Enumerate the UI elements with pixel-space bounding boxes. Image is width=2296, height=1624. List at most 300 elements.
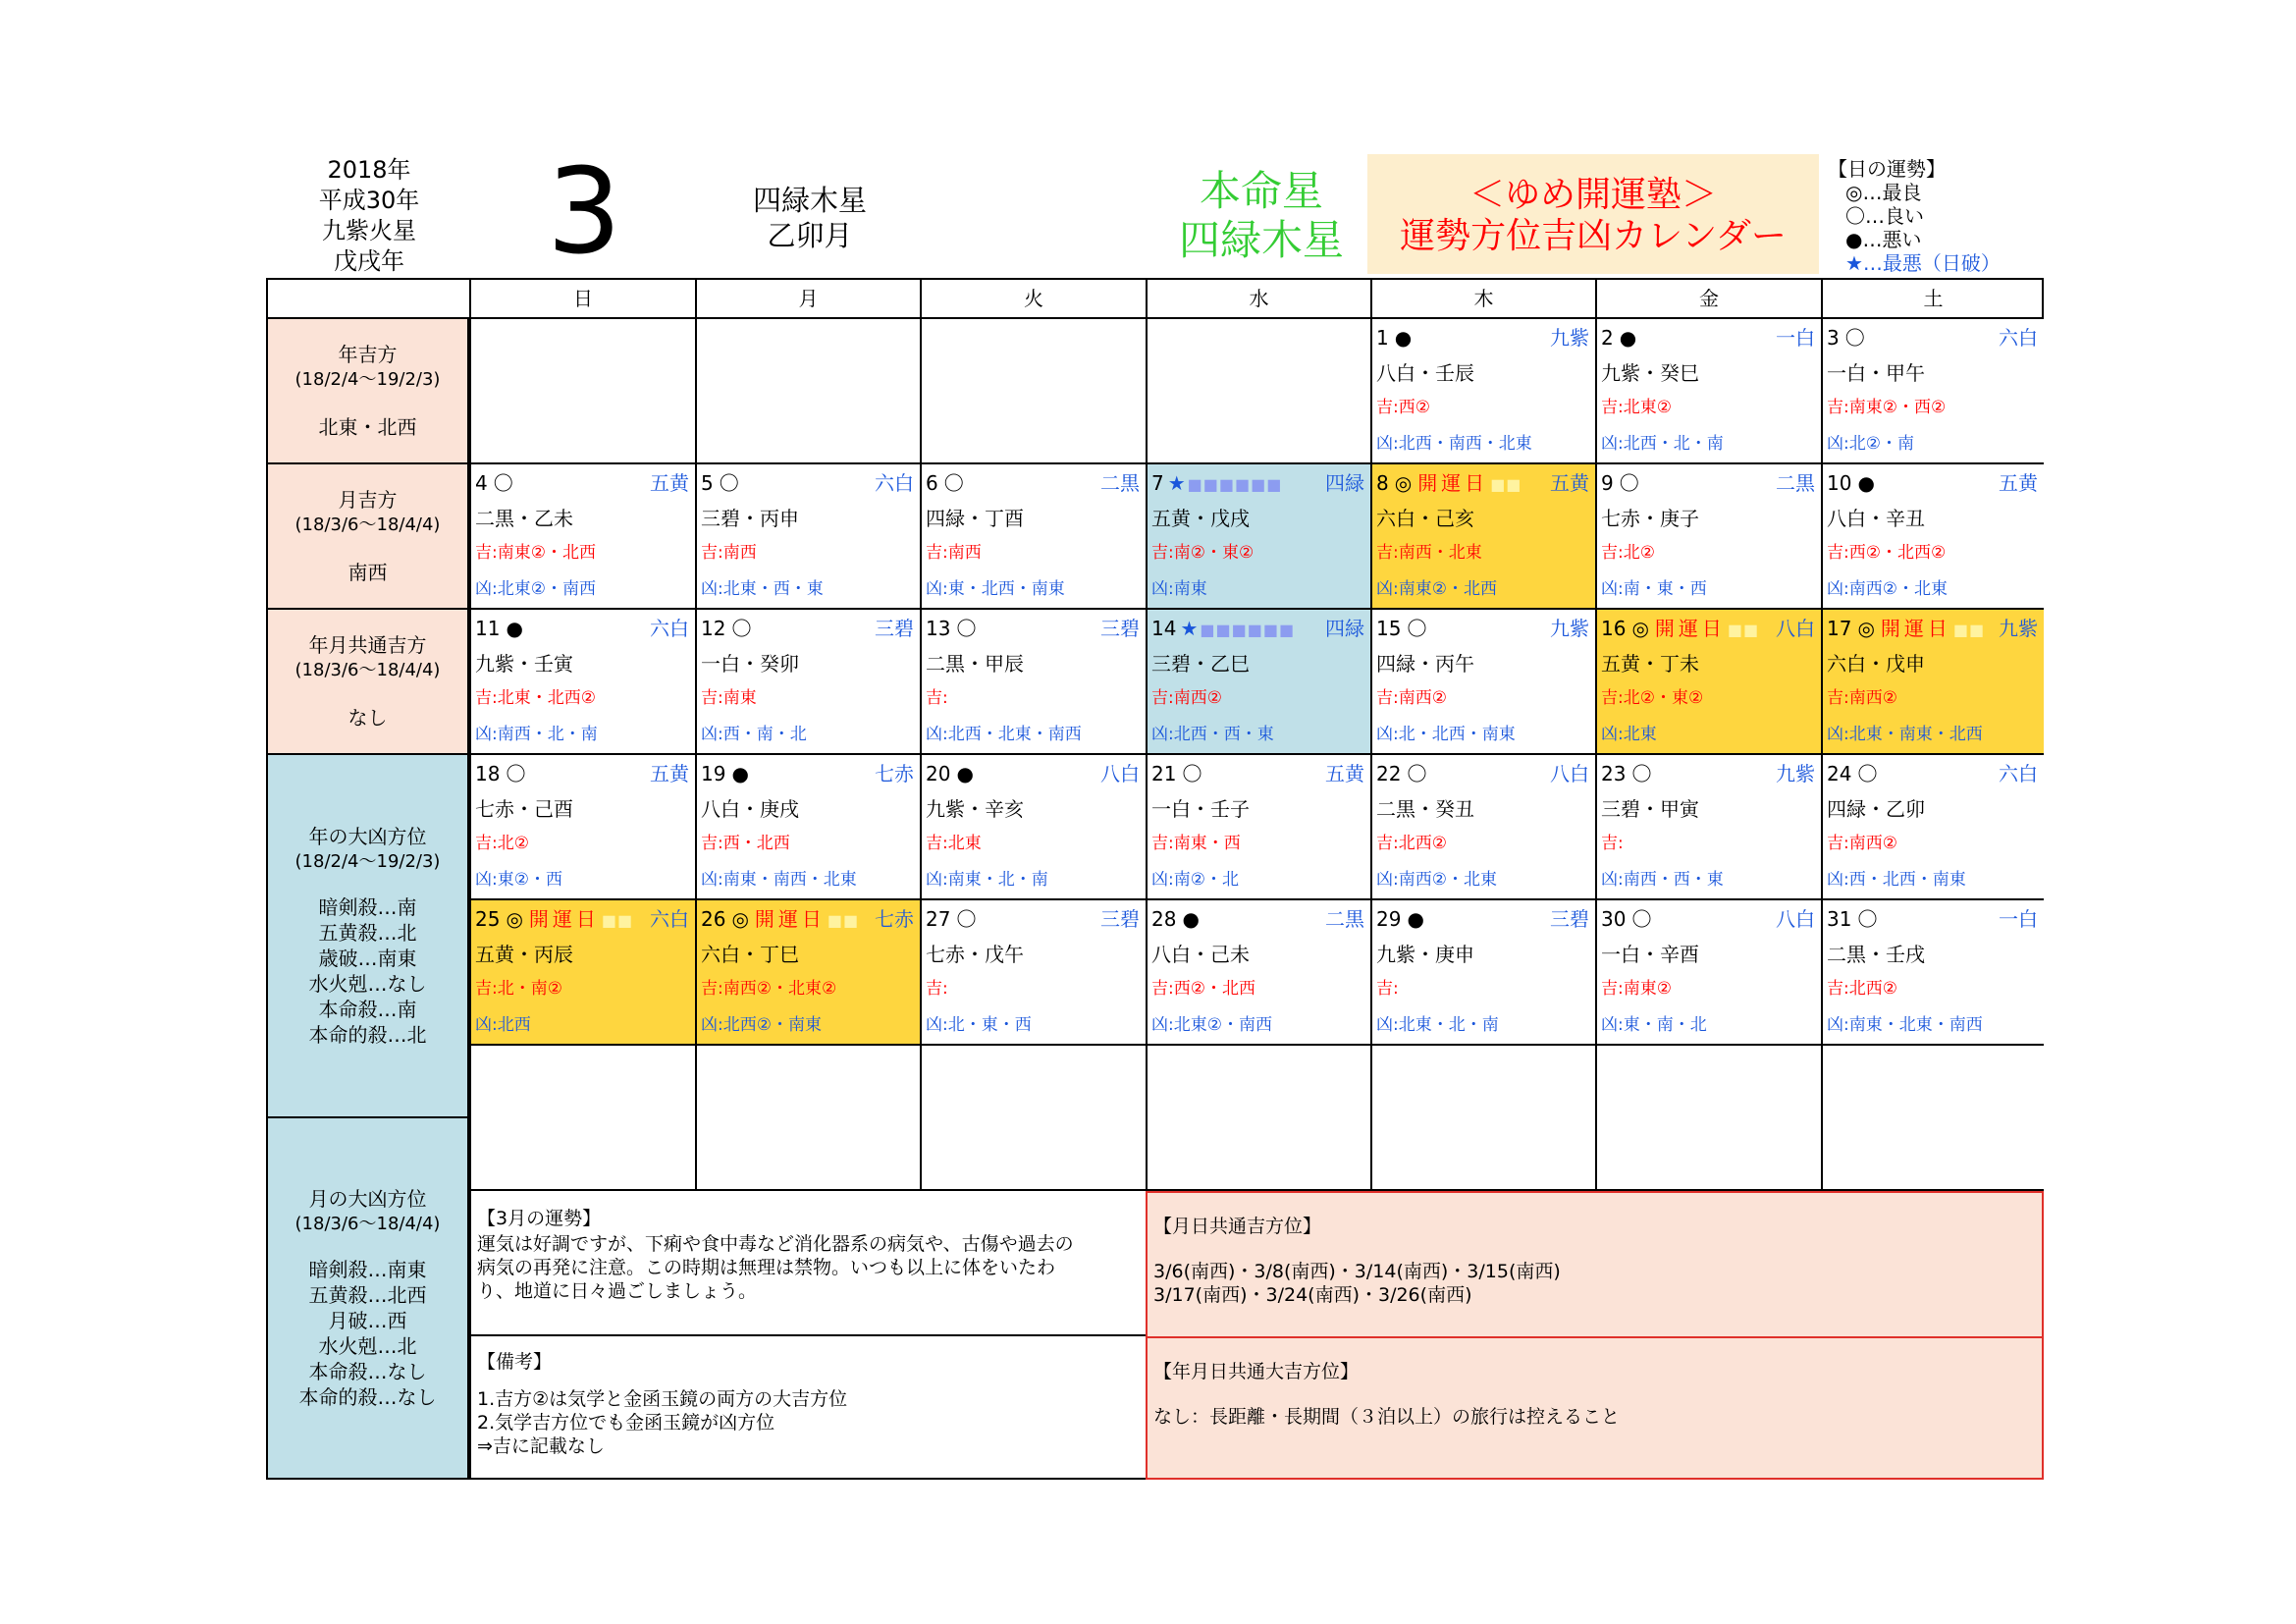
side-month-lucky bbox=[268, 464, 469, 610]
day-number: 27 bbox=[926, 907, 951, 931]
day-header bbox=[1376, 616, 1589, 641]
highlight-squares-icon: ■■ bbox=[1952, 621, 1986, 639]
day-bad-direction: 凶:南東・南西・北東 bbox=[701, 870, 857, 890]
day-nine-star: 五黄 bbox=[650, 471, 689, 495]
weekday-mon: 月 bbox=[695, 280, 920, 319]
day-cell bbox=[1595, 755, 1821, 900]
side-value: なし bbox=[347, 706, 388, 730]
side-line: 五黄殺…北西 bbox=[308, 1283, 427, 1307]
day-number: 13 bbox=[926, 617, 951, 640]
day-header bbox=[1601, 761, 1815, 786]
day-header bbox=[1151, 906, 1364, 932]
empty-day-cell bbox=[1595, 1046, 1821, 1191]
day-nine-star: 六白 bbox=[1999, 762, 2038, 785]
day-cell bbox=[1370, 900, 1595, 1046]
day-lucky-direction: 吉:西②・北西 bbox=[1151, 979, 1255, 999]
day-kanshi: 四緑・乙卯 bbox=[1827, 797, 1925, 821]
legend-worst: ★…最悪（日破） bbox=[1845, 251, 2001, 275]
weekday-sat: 土 bbox=[1821, 280, 2044, 319]
day-lucky-direction: 吉:北② bbox=[475, 834, 529, 853]
kaiun-day-label: 開運日 bbox=[1880, 617, 1951, 640]
day-header bbox=[1827, 616, 2038, 641]
fortune-mark-icon: 〇 bbox=[1631, 907, 1652, 931]
day-lucky-direction: 吉:南東・西 bbox=[1151, 834, 1241, 853]
side-period: (18/3/6～18/4/4) bbox=[294, 660, 441, 680]
day-bad-direction: 凶:北東・南東・北西 bbox=[1827, 725, 1983, 744]
day-bad-direction: 凶:東・北西・南東 bbox=[926, 579, 1065, 599]
weekday-sun: 日 bbox=[469, 280, 695, 319]
day-lucky-direction: 吉:南東② bbox=[1601, 979, 1672, 999]
day-cell bbox=[1370, 755, 1595, 900]
day-kanshi: 八白・辛丑 bbox=[1827, 507, 1925, 530]
fortune-mark-icon: 〇 bbox=[1857, 762, 1878, 785]
day-kanshi: 二黒・乙未 bbox=[475, 507, 573, 530]
day-bad-direction: 凶:南西・西・東 bbox=[1601, 870, 1724, 890]
day-cell bbox=[1821, 610, 2044, 755]
day-bad-direction: 凶:北西・北東・南西 bbox=[926, 725, 1082, 744]
month-kanshi-line: 乙卯月 bbox=[767, 219, 853, 252]
month-day-common-note bbox=[1146, 1191, 2044, 1338]
weekday-wed: 水 bbox=[1146, 280, 1370, 319]
weekday-tue: 火 bbox=[920, 280, 1146, 319]
fortune-mark-icon: 〇 bbox=[943, 471, 964, 495]
day-header bbox=[701, 906, 914, 932]
day-lucky-direction: 吉:北東・北西② bbox=[475, 688, 596, 708]
day-kanshi: 九紫・壬寅 bbox=[475, 652, 573, 676]
calendar-title bbox=[1367, 154, 1819, 274]
empty-day-cell bbox=[1146, 1046, 1370, 1191]
day-header bbox=[1151, 470, 1364, 496]
day-lucky-direction: 吉:南西・北東 bbox=[1376, 543, 1482, 563]
day-nine-star: 二黒 bbox=[1100, 471, 1140, 495]
ymd-common-note bbox=[1146, 1336, 2044, 1480]
fortune-mark-icon: ◎ bbox=[731, 907, 749, 931]
day-nine-star: 二黒 bbox=[1325, 907, 1364, 931]
day-nine-star: 六白 bbox=[1999, 326, 2038, 350]
fortune-mark-icon: 〇 bbox=[493, 471, 513, 495]
day-kanshi: 九紫・庚申 bbox=[1376, 943, 1474, 966]
note-title: 【年月日共通大吉方位】 bbox=[1153, 1361, 1360, 1382]
day-nine-star: 五黄 bbox=[650, 762, 689, 785]
day-lucky-direction: 吉:南東②・西② bbox=[1827, 398, 1947, 417]
fortune-mark-icon: ● bbox=[1182, 907, 1200, 931]
day-header bbox=[926, 470, 1140, 496]
day-lucky-direction: 吉:南西 bbox=[926, 543, 982, 563]
fortune-mark-icon: 〇 bbox=[506, 762, 526, 785]
day-lucky-direction: 吉:西② bbox=[1376, 398, 1430, 417]
day-kanshi: 七赤・己酉 bbox=[475, 797, 573, 821]
day-kanshi: 七赤・庚子 bbox=[1601, 507, 1699, 530]
day-kanshi: 六白・丁巳 bbox=[701, 943, 799, 966]
day-header bbox=[1601, 906, 1815, 932]
day-bad-direction: 凶:南・東・西 bbox=[1601, 579, 1707, 599]
day-number: 7 bbox=[1151, 471, 1164, 495]
empty-day-cell bbox=[695, 1046, 920, 1191]
day-lucky-direction: 吉: bbox=[926, 979, 948, 999]
day-cell bbox=[920, 610, 1146, 755]
empty-day-cell bbox=[695, 319, 920, 464]
day-kanshi: 一白・癸卯 bbox=[701, 652, 799, 676]
empty-day-cell bbox=[920, 1046, 1146, 1191]
hatch-pattern-icon: ■■■■■■ bbox=[1187, 475, 1283, 494]
day-lucky-direction: 吉: bbox=[1376, 979, 1399, 999]
day-number: 25 bbox=[475, 907, 501, 931]
side-title: 年の大凶方位 bbox=[308, 825, 427, 848]
day-bad-direction: 凶:北西 bbox=[475, 1015, 531, 1035]
side-line: 水火剋…なし bbox=[308, 972, 427, 996]
day-kanshi: 三碧・丙申 bbox=[701, 507, 799, 530]
day-header bbox=[475, 761, 689, 786]
remarks-note bbox=[469, 1336, 1146, 1478]
kaiun-day-label: 開運日 bbox=[754, 907, 826, 931]
day-lucky-direction: 吉:南西 bbox=[701, 543, 757, 563]
day-number: 28 bbox=[1151, 907, 1177, 931]
note-line: 3/17(南西)・3/24(南西)・3/26(南西) bbox=[1153, 1284, 1472, 1306]
calendar-grid bbox=[266, 278, 2044, 1480]
day-header bbox=[701, 616, 914, 641]
day-nine-star: 八白 bbox=[1100, 762, 1140, 785]
day-cell bbox=[1370, 464, 1595, 610]
title-line-1: ＜ゆめ開運塾＞ bbox=[1468, 175, 1717, 215]
note-line: 3/6(南西)・3/8(南西)・3/14(南西)・3/15(南西) bbox=[1153, 1261, 1561, 1282]
day-header bbox=[701, 470, 914, 496]
day-number: 15 bbox=[1376, 617, 1402, 640]
month-fortune-note bbox=[469, 1191, 1146, 1336]
month-number: 3 bbox=[546, 144, 622, 281]
year-star-line: 九紫火星 bbox=[322, 217, 416, 244]
fortune-mark-icon: 〇 bbox=[719, 471, 739, 495]
side-title: 年月共通吉方 bbox=[308, 633, 427, 657]
day-header bbox=[1376, 470, 1589, 496]
side-period: (18/2/4～19/2/3) bbox=[294, 851, 441, 872]
note-line: 2.気学吉方位でも金函玉鏡が凶方位 bbox=[477, 1412, 775, 1434]
hatch-pattern-icon: ■■■■■■ bbox=[1200, 621, 1296, 639]
day-lucky-direction: 吉:北東② bbox=[1601, 398, 1672, 417]
day-number: 11 bbox=[475, 617, 501, 640]
day-bad-direction: 凶:南西②・北東 bbox=[1827, 579, 1948, 599]
side-line: 水火剋…北 bbox=[318, 1334, 417, 1358]
empty-day-cell bbox=[1370, 1046, 1595, 1191]
side-period: (18/3/6～18/4/4) bbox=[294, 1214, 441, 1234]
day-cell bbox=[1821, 900, 2044, 1046]
day-bad-direction: 凶:南東・北東・南西 bbox=[1827, 1015, 1983, 1035]
day-kanshi: 五黄・戊戌 bbox=[1151, 507, 1250, 530]
day-nine-star: 六白 bbox=[875, 471, 914, 495]
day-bad-direction: 凶:南西・北・南 bbox=[475, 725, 598, 744]
fortune-mark-icon: ● bbox=[1407, 907, 1424, 931]
day-bad-direction: 凶:西・南・北 bbox=[701, 725, 807, 744]
fortune-mark-icon: ◎ bbox=[1394, 471, 1413, 495]
day-cell bbox=[1595, 319, 1821, 464]
day-nine-star: 五黄 bbox=[1550, 471, 1589, 495]
day-number: 5 bbox=[701, 471, 714, 495]
day-cell bbox=[695, 755, 920, 900]
side-title: 月の大凶方位 bbox=[308, 1187, 427, 1211]
honmei-value: 四緑木星 bbox=[1178, 216, 1344, 264]
note-title: 【備考】 bbox=[477, 1351, 553, 1373]
year-info bbox=[266, 155, 472, 277]
day-nine-star: 一白 bbox=[1776, 326, 1815, 350]
day-kanshi: 二黒・壬戌 bbox=[1827, 943, 1925, 966]
day-number: 24 bbox=[1827, 762, 1852, 785]
note-line: り、地道に日々過ごしましょう。 bbox=[477, 1280, 758, 1302]
note-title: 【月日共通吉方位】 bbox=[1153, 1216, 1322, 1237]
day-cell bbox=[1595, 464, 1821, 610]
day-bad-direction: 凶:北西・南西・北東 bbox=[1376, 434, 1532, 454]
side-common-lucky bbox=[268, 610, 469, 755]
day-cell bbox=[1821, 755, 2044, 900]
day-cell bbox=[1821, 319, 2044, 464]
fortune-mark-icon: ◎ bbox=[1631, 617, 1649, 640]
year-line: 2018年 bbox=[327, 156, 411, 184]
legend-best: ◎…最良 bbox=[1845, 181, 1922, 204]
fortune-mark-icon: 〇 bbox=[731, 617, 752, 640]
day-nine-star: 四緑 bbox=[1325, 617, 1364, 640]
day-kanshi: 四緑・丁酉 bbox=[926, 507, 1024, 530]
day-kanshi: 三碧・乙巳 bbox=[1151, 652, 1250, 676]
day-cell bbox=[1370, 610, 1595, 755]
day-lucky-direction: 吉:西・北西 bbox=[701, 834, 790, 853]
day-number: 10 bbox=[1827, 471, 1852, 495]
day-cell bbox=[1146, 610, 1370, 755]
day-kanshi: 九紫・癸巳 bbox=[1601, 361, 1699, 385]
highlight-squares-icon: ■■ bbox=[601, 911, 634, 930]
day-lucky-direction: 吉:西②・北西② bbox=[1827, 543, 1947, 563]
fortune-mark-icon: ● bbox=[1619, 326, 1637, 350]
fortune-mark-icon: ◎ bbox=[506, 907, 523, 931]
day-nine-star: 六白 bbox=[650, 907, 689, 931]
fortune-mark-icon: 〇 bbox=[1407, 617, 1427, 640]
day-bad-direction: 凶:北東・西・東 bbox=[701, 579, 824, 599]
day-cell bbox=[1370, 319, 1595, 464]
day-kanshi: 二黒・甲辰 bbox=[926, 652, 1024, 676]
day-nine-star: 九紫 bbox=[1550, 326, 1589, 350]
day-header bbox=[1376, 906, 1589, 932]
day-bad-direction: 凶:北東②・南西 bbox=[1151, 1015, 1272, 1035]
fortune-mark-icon: 〇 bbox=[956, 617, 977, 640]
side-month-bad bbox=[268, 1118, 469, 1478]
fortune-mark-icon: 〇 bbox=[1844, 326, 1865, 350]
day-lucky-direction: 吉: bbox=[1601, 834, 1624, 853]
day-cell bbox=[469, 900, 695, 1046]
day-nine-star: 七赤 bbox=[875, 762, 914, 785]
era-line: 平成30年 bbox=[318, 187, 420, 214]
day-nine-star: 八白 bbox=[1550, 762, 1589, 785]
side-line: 本命的殺…北 bbox=[308, 1023, 427, 1047]
day-cell bbox=[469, 464, 695, 610]
day-number: 22 bbox=[1376, 762, 1402, 785]
fortune-mark-icon: 〇 bbox=[1182, 762, 1202, 785]
honmei-label: 本命星 bbox=[1199, 167, 1323, 215]
day-header bbox=[1601, 616, 1815, 641]
day-number: 30 bbox=[1601, 907, 1627, 931]
title-line-2: 運勢方位吉凶カレンダー bbox=[1400, 216, 1787, 256]
day-number: 19 bbox=[701, 762, 726, 785]
kaiun-day-label: 開運日 bbox=[1654, 617, 1726, 640]
day-lucky-direction: 吉:北・南② bbox=[475, 979, 562, 999]
month-star-info bbox=[717, 183, 903, 253]
fortune-mark-icon: 〇 bbox=[1407, 762, 1427, 785]
day-bad-direction: 凶:西・北西・南東 bbox=[1827, 870, 1966, 890]
day-cell bbox=[920, 755, 1146, 900]
day-lucky-direction: 吉:南東 bbox=[701, 688, 757, 708]
legend-good: 〇…良い bbox=[1845, 204, 1924, 228]
day-header bbox=[1151, 761, 1364, 786]
day-cell bbox=[1146, 900, 1370, 1046]
fortune-mark-icon: 〇 bbox=[1619, 471, 1639, 495]
day-header bbox=[1601, 325, 1815, 351]
side-line: 五黄殺…北 bbox=[318, 921, 417, 945]
day-nine-star: 五黄 bbox=[1999, 471, 2038, 495]
day-number: 8 bbox=[1376, 471, 1389, 495]
day-number: 12 bbox=[701, 617, 726, 640]
day-kanshi: 五黄・丁未 bbox=[1601, 652, 1699, 676]
worst-day-icon: ★ bbox=[1167, 471, 1186, 495]
day-bad-direction: 凶:北・東・西 bbox=[926, 1015, 1032, 1035]
day-cell bbox=[695, 610, 920, 755]
day-kanshi: 二黒・癸丑 bbox=[1376, 797, 1474, 821]
day-bad-direction: 凶:南東②・北西 bbox=[1376, 579, 1497, 599]
day-nine-star: 九紫 bbox=[1776, 762, 1815, 785]
day-number: 9 bbox=[1601, 471, 1614, 495]
day-bad-direction: 凶:東・南・北 bbox=[1601, 1015, 1707, 1035]
day-kanshi: 九紫・辛亥 bbox=[926, 797, 1024, 821]
day-cell bbox=[695, 464, 920, 610]
fortune-mark-icon: ● bbox=[1394, 326, 1413, 350]
fortune-mark-icon: 〇 bbox=[956, 907, 977, 931]
side-title: 月吉方 bbox=[338, 488, 398, 512]
day-number: 4 bbox=[475, 471, 488, 495]
day-kanshi: 一白・壬子 bbox=[1151, 797, 1250, 821]
day-kanshi: 一白・辛酉 bbox=[1601, 943, 1699, 966]
fortune-mark-icon: 〇 bbox=[1857, 907, 1878, 931]
day-number: 18 bbox=[475, 762, 501, 785]
day-cell bbox=[1595, 610, 1821, 755]
empty-day-cell bbox=[920, 319, 1146, 464]
highlight-squares-icon: ■■ bbox=[1490, 475, 1522, 494]
day-kanshi: 一白・甲午 bbox=[1827, 361, 1925, 385]
day-header bbox=[1827, 906, 2038, 932]
day-kanshi: 八白・己未 bbox=[1151, 943, 1250, 966]
day-number: 23 bbox=[1601, 762, 1627, 785]
day-number: 21 bbox=[1151, 762, 1177, 785]
side-line: 本命殺…南 bbox=[318, 998, 417, 1021]
day-bad-direction: 凶:南東・北・南 bbox=[926, 870, 1048, 890]
empty-day-cell bbox=[1821, 1046, 2044, 1191]
empty-day-cell bbox=[1146, 319, 1370, 464]
fortune-mark-icon: ◎ bbox=[1857, 617, 1875, 640]
day-nine-star: 三碧 bbox=[875, 617, 914, 640]
weekday-thu: 木 bbox=[1370, 280, 1595, 319]
day-number: 29 bbox=[1376, 907, 1402, 931]
day-nine-star: 六白 bbox=[650, 617, 689, 640]
day-header bbox=[475, 616, 689, 641]
day-nine-star: 八白 bbox=[1776, 617, 1815, 640]
day-header bbox=[926, 616, 1140, 641]
day-number: 2 bbox=[1601, 326, 1614, 350]
side-title: 年吉方 bbox=[338, 343, 398, 366]
day-number: 3 bbox=[1827, 326, 1840, 350]
legend-bad: ●…悪い bbox=[1845, 228, 1922, 251]
note-line: 運気は好調ですが、下痢や食中毒など消化器系の病気や、古傷や過去の bbox=[477, 1233, 1074, 1255]
day-cell bbox=[1821, 464, 2044, 610]
day-bad-direction: 凶:北東・北・南 bbox=[1376, 1015, 1499, 1035]
day-kanshi: 六白・戊申 bbox=[1827, 652, 1925, 676]
day-cell bbox=[1595, 900, 1821, 1046]
day-bad-direction: 凶:北東 bbox=[1601, 725, 1657, 744]
honmei-star bbox=[1148, 167, 1374, 265]
day-nine-star: 三碧 bbox=[1100, 907, 1140, 931]
side-year-bad bbox=[268, 755, 469, 1118]
weekday-fri: 金 bbox=[1595, 280, 1821, 319]
day-header bbox=[1827, 325, 2038, 351]
note-line: 病気の再発に注意。この時期は無理は禁物。いつも以上に体をいたわ bbox=[477, 1257, 1056, 1278]
day-nine-star: 五黄 bbox=[1325, 762, 1364, 785]
day-bad-direction: 凶:北・北西・南東 bbox=[1376, 725, 1516, 744]
day-number: 16 bbox=[1601, 617, 1627, 640]
day-bad-direction: 凶:北東②・南西 bbox=[475, 579, 596, 599]
day-lucky-direction: 吉:北東 bbox=[926, 834, 982, 853]
day-number: 14 bbox=[1151, 617, 1177, 640]
day-nine-star: 三碧 bbox=[1550, 907, 1589, 931]
day-bad-direction: 凶:南東 bbox=[1151, 579, 1207, 599]
day-lucky-direction: 吉:北西② bbox=[1827, 979, 1897, 999]
day-bad-direction: 凶:北西・西・東 bbox=[1151, 725, 1274, 744]
highlight-squares-icon: ■■ bbox=[827, 911, 860, 930]
kaiun-day-label: 開運日 bbox=[1417, 471, 1489, 495]
day-bad-direction: 凶:南西②・北東 bbox=[1376, 870, 1497, 890]
side-value: 南西 bbox=[347, 561, 388, 584]
day-number: 17 bbox=[1827, 617, 1852, 640]
day-nine-star: 七赤 bbox=[875, 907, 914, 931]
day-cell bbox=[1146, 755, 1370, 900]
day-nine-star: 三碧 bbox=[1100, 617, 1140, 640]
day-header bbox=[1376, 761, 1589, 786]
day-number: 20 bbox=[926, 762, 951, 785]
fortune-mark-icon: ● bbox=[956, 762, 974, 785]
day-nine-star: 一白 bbox=[1999, 907, 2038, 931]
day-fortune-legend bbox=[1828, 157, 2001, 275]
side-line: 本命殺…なし bbox=[308, 1360, 427, 1383]
note-line: ⇒吉に記載なし bbox=[477, 1435, 605, 1457]
day-lucky-direction: 吉:南西② bbox=[1151, 688, 1222, 708]
day-nine-star: 二黒 bbox=[1776, 471, 1815, 495]
day-header bbox=[1151, 616, 1364, 641]
day-lucky-direction: 吉:南西② bbox=[1376, 688, 1447, 708]
day-kanshi: 八白・庚戌 bbox=[701, 797, 799, 821]
day-lucky-direction: 吉:南②・東② bbox=[1151, 543, 1255, 563]
day-lucky-direction: 吉:北②・東② bbox=[1601, 688, 1704, 708]
fortune-mark-icon: ● bbox=[731, 762, 749, 785]
day-cell bbox=[920, 900, 1146, 1046]
note-line: 1.吉方②は気学と金函玉鏡の両方の大吉方位 bbox=[477, 1388, 848, 1410]
worst-day-icon: ★ bbox=[1180, 617, 1199, 640]
year-kanshi-line: 戊戌年 bbox=[334, 247, 404, 275]
day-bad-direction: 凶:南②・北 bbox=[1151, 870, 1239, 890]
day-number: 26 bbox=[701, 907, 726, 931]
side-period: (18/2/4～19/2/3) bbox=[294, 369, 441, 390]
day-header bbox=[926, 906, 1140, 932]
side-line: 月破…西 bbox=[328, 1309, 407, 1332]
side-line: 暗剣殺…南 bbox=[318, 895, 417, 919]
kaiun-day-label: 開運日 bbox=[528, 907, 600, 931]
day-number: 6 bbox=[926, 471, 938, 495]
day-cell bbox=[469, 755, 695, 900]
empty-day-cell bbox=[469, 319, 695, 464]
day-header bbox=[475, 470, 689, 496]
day-bad-direction: 凶:北②・南 bbox=[1827, 434, 1914, 454]
day-header bbox=[701, 761, 914, 786]
